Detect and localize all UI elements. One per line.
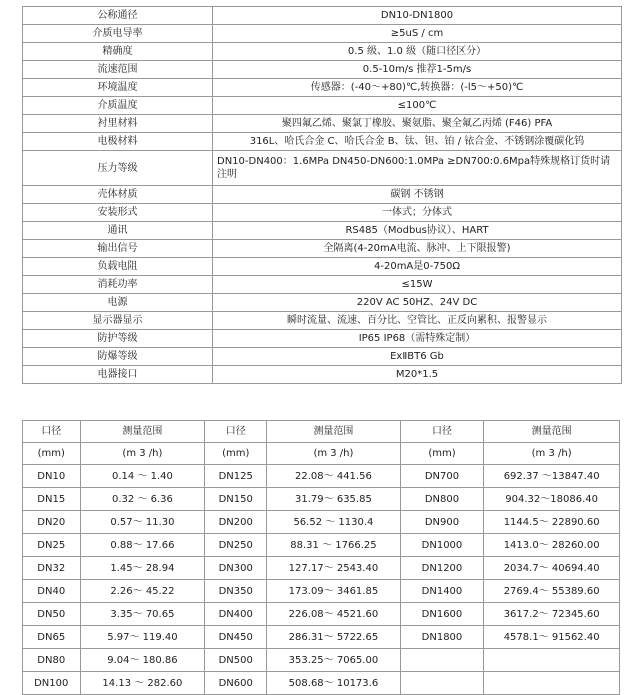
spec-key: 电极材料: [23, 133, 213, 151]
range-cell: 9.04～ 180.86: [80, 649, 205, 672]
spec-row: [23, 330, 622, 348]
spec-key: 介质温度: [23, 97, 213, 115]
range-cell: 2769.4～ 55389.60: [484, 580, 620, 603]
spec-key: 消耗功率: [23, 276, 213, 294]
range-cell: 1413.0～ 28260.00: [484, 534, 620, 557]
spec-row: [23, 204, 622, 222]
range-cell: DN25: [23, 534, 81, 557]
range-cell: 127.17～ 2543.40: [267, 557, 401, 580]
range-cell: DN150: [205, 488, 267, 511]
spec-value: 聚四氟乙烯、聚氯丁橡胶、聚氨脂、聚全氟乙丙烯 (F46) PFA: [213, 115, 622, 133]
range-cell: 测量范围: [80, 421, 205, 443]
range-row: [23, 649, 620, 672]
spec-value: IP65 IP68（需特殊定制）: [213, 330, 622, 348]
range-cell: DN500: [205, 649, 267, 672]
range-cell: 1.45～ 28.94: [80, 557, 205, 580]
spec-key: 防爆等级: [23, 348, 213, 366]
range-cell: 508.68～ 10173.6: [267, 672, 401, 695]
spec-value: 0.5-10m/s 推荐1-5m/s: [213, 61, 622, 79]
range-cell: (m 3 /h): [80, 443, 205, 465]
range-row: [23, 511, 620, 534]
range-cell: DN450: [205, 626, 267, 649]
spec-value: 碳钢 不锈钢: [213, 186, 622, 204]
range-cell: [484, 649, 620, 672]
spec-row: [23, 25, 622, 43]
range-row: [23, 465, 620, 488]
range-row: [23, 534, 620, 557]
range-cell: DN100: [23, 672, 81, 695]
range-row: [23, 580, 620, 603]
spec-table: [22, 6, 622, 384]
spec-value: ≤15W: [213, 276, 622, 294]
range-cell: DN50: [23, 603, 81, 626]
range-cell: DN600: [205, 672, 267, 695]
spec-key: 防护等级: [23, 330, 213, 348]
spec-value: 一体式；分体式: [213, 204, 622, 222]
spec-key: 显示器显示: [23, 312, 213, 330]
spec-row: [23, 348, 622, 366]
range-cell: DN700: [400, 465, 484, 488]
range-cell: DN65: [23, 626, 81, 649]
range-cell: DN1200: [400, 557, 484, 580]
spec-value: 全隔离(4-20mA电流、脉冲、上下限报警): [213, 240, 622, 258]
range-cell: DN32: [23, 557, 81, 580]
spec-value: DN10-DN1800: [213, 7, 622, 25]
spec-row: [23, 61, 622, 79]
range-cell: DN200: [205, 511, 267, 534]
spec-key: 环境温度: [23, 79, 213, 97]
range-cell: 31.79～ 635.85: [267, 488, 401, 511]
range-cell: 56.52 ～ 1130.4: [267, 511, 401, 534]
range-cell: 173.09～ 3461.85: [267, 580, 401, 603]
spec-key: 精确度: [23, 43, 213, 61]
range-cell: 3.35～ 70.65: [80, 603, 205, 626]
spec-key: 壳体材质: [23, 186, 213, 204]
spec-value: ≥5uS / cm: [213, 25, 622, 43]
range-cell: DN350: [205, 580, 267, 603]
spec-value: DN10-DN400：1.6MPa DN450-DN600:1.0MPa ≥DN700:0.6Mpa特殊规格订货时请注明: [213, 151, 622, 186]
range-cell: 3617.2～ 72345.60: [484, 603, 620, 626]
spec-row: [23, 186, 622, 204]
range-row: [23, 421, 620, 443]
spec-value: 316L、哈氏合金 C、哈氏合金 B、钛、钽、铂 / 铱合金、不锈钢涂覆碳化钨: [213, 133, 622, 151]
range-cell: 测量范围: [484, 421, 620, 443]
range-cell: (mm): [205, 443, 267, 465]
range-cell: (mm): [23, 443, 81, 465]
range-cell: DN400: [205, 603, 267, 626]
spec-value: ≤100℃: [213, 97, 622, 115]
spec-row: [23, 133, 622, 151]
range-cell: DN1800: [400, 626, 484, 649]
spec-value: 220V AC 50HZ、24V DC: [213, 294, 622, 312]
range-cell: [400, 672, 484, 695]
range-cell: 口径: [23, 421, 81, 443]
range-cell: (m 3 /h): [267, 443, 401, 465]
spec-value: RS485（Modbus协议）、HART: [213, 222, 622, 240]
spec-key: 通讯: [23, 222, 213, 240]
range-cell: DN10: [23, 465, 81, 488]
range-cell: 0.57～ 11.30: [80, 511, 205, 534]
range-cell: 0.14 ～ 1.40: [80, 465, 205, 488]
range-cell: 353.25～ 7065.00: [267, 649, 401, 672]
spec-key: 公称通径: [23, 7, 213, 25]
range-cell: 2.26～ 45.22: [80, 580, 205, 603]
range-cell: 692.37 ～13847.40: [484, 465, 620, 488]
spec-key: 电器接口: [23, 366, 213, 384]
range-cell: 1144.5～ 22890.60: [484, 511, 620, 534]
spec-key: 介质电导率: [23, 25, 213, 43]
range-cell: 0.88～ 17.66: [80, 534, 205, 557]
range-cell: (m 3 /h): [484, 443, 620, 465]
range-cell: 口径: [400, 421, 484, 443]
range-cell: 286.31～ 5722.65: [267, 626, 401, 649]
range-row: [23, 443, 620, 465]
spec-row: [23, 97, 622, 115]
spec-row: [23, 7, 622, 25]
range-row: [23, 603, 620, 626]
range-cell: 226.08～ 4521.60: [267, 603, 401, 626]
range-cell: 4578.1～ 91562.40: [484, 626, 620, 649]
spec-key: 负载电阻: [23, 258, 213, 276]
range-cell: 测量范围: [267, 421, 401, 443]
range-cell: DN20: [23, 511, 81, 534]
spec-row: [23, 312, 622, 330]
spec-row: [23, 240, 622, 258]
spec-row: [23, 222, 622, 240]
range-cell: 2034.7～ 40694.40: [484, 557, 620, 580]
spec-value: 传感器：(-40～+80)℃,转换器：(-l5～+50)℃: [213, 79, 622, 97]
spec-row: [23, 366, 622, 384]
range-cell: DN800: [400, 488, 484, 511]
spec-row: [23, 151, 622, 186]
spec-row: [23, 115, 622, 133]
range-cell: DN1400: [400, 580, 484, 603]
range-cell: DN250: [205, 534, 267, 557]
range-cell: DN80: [23, 649, 81, 672]
range-cell: [400, 649, 484, 672]
range-cell: [484, 672, 620, 695]
range-row: [23, 672, 620, 695]
range-row: [23, 626, 620, 649]
spec-value: ExⅡBT6 Gb: [213, 348, 622, 366]
spec-key: 输出信号: [23, 240, 213, 258]
range-row: [23, 488, 620, 511]
range-cell: DN125: [205, 465, 267, 488]
spec-value: 瞬时流量、流速、百分比、空管比、正反向累积、报警显示: [213, 312, 622, 330]
range-cell: 0.32 ～ 6.36: [80, 488, 205, 511]
spec-value: 4-20mA是0-750Ω: [213, 258, 622, 276]
range-cell: 904.32～18086.40: [484, 488, 620, 511]
spec-key: 流速范围: [23, 61, 213, 79]
spec-row: [23, 276, 622, 294]
range-cell: DN1000: [400, 534, 484, 557]
range-cell: 14.13 ～ 282.60: [80, 672, 205, 695]
spec-value: 0.5 级、1.0 级（随口径区分）: [213, 43, 622, 61]
spec-key: 压力等级: [23, 151, 213, 186]
range-cell: DN1600: [400, 603, 484, 626]
spec-row: [23, 294, 622, 312]
spec-key: 衬里材料: [23, 115, 213, 133]
range-cell: 口径: [205, 421, 267, 443]
range-cell: 88.31 ～ 1766.25: [267, 534, 401, 557]
range-cell: DN300: [205, 557, 267, 580]
range-cell: 22.08～ 441.56: [267, 465, 401, 488]
range-row: [23, 557, 620, 580]
spec-row: [23, 258, 622, 276]
spec-row: [23, 43, 622, 61]
spec-row: [23, 79, 622, 97]
spec-key: 安装形式: [23, 204, 213, 222]
range-cell: (mm): [400, 443, 484, 465]
range-cell: DN40: [23, 580, 81, 603]
spec-value: M20*1.5: [213, 366, 622, 384]
range-cell: DN15: [23, 488, 81, 511]
range-cell: DN900: [400, 511, 484, 534]
range-cell: 5.97～ 119.40: [80, 626, 205, 649]
spec-key: 电源: [23, 294, 213, 312]
